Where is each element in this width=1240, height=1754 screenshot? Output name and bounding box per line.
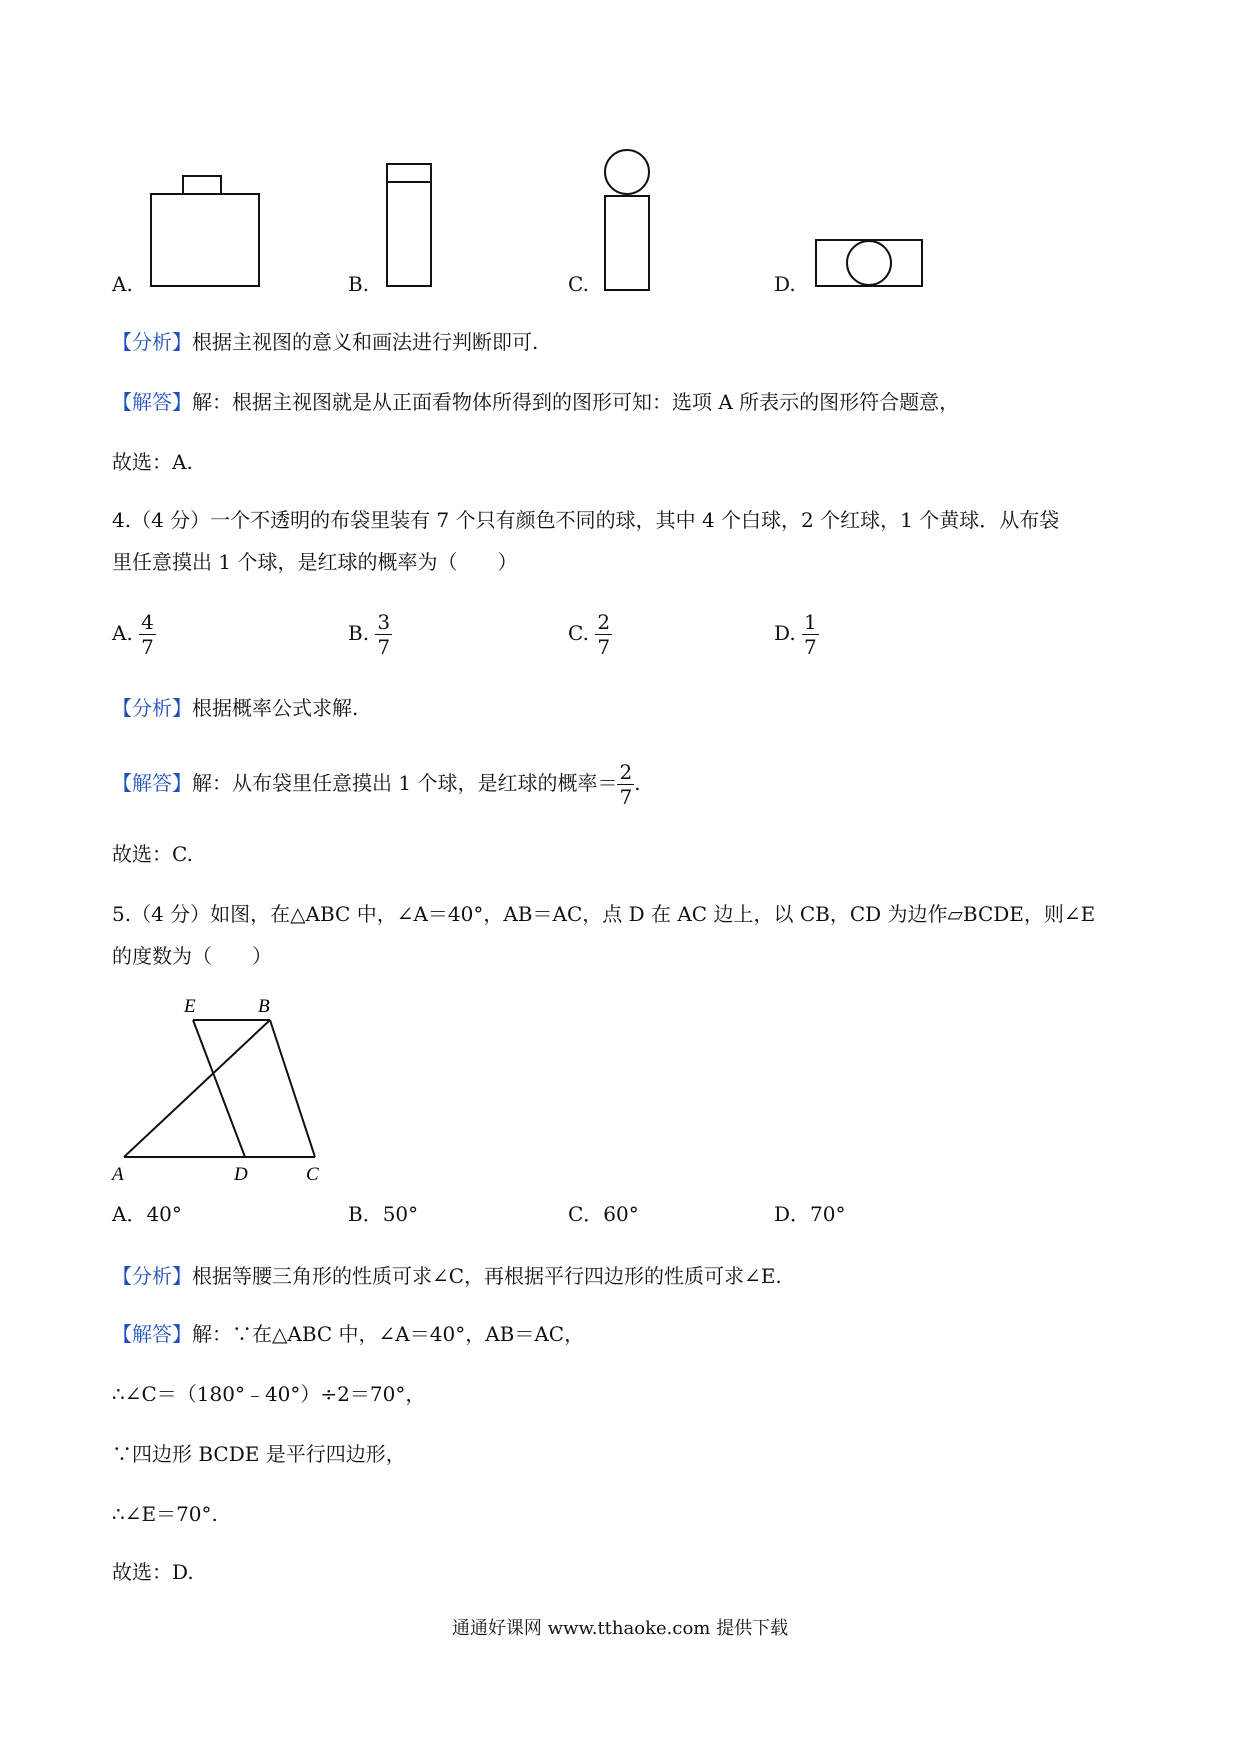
q5-option-a: A．40° <box>112 1202 182 1226</box>
answer-line: ∴∠E＝70°. <box>112 1502 218 1526</box>
label-c: C <box>306 1164 319 1185</box>
label-e: E <box>184 996 196 1017</box>
fraction: $\frac{4}{7}$ <box>141 610 154 659</box>
q4-option-c: C. $\frac{2}{7}$ <box>568 610 611 659</box>
q4-stem-line2: 里任意摸出 1 个球，是红球的概率为（ ） <box>112 550 518 574</box>
analysis-tag: 【分析】 <box>112 1264 192 1288</box>
fraction: $\frac{2}{7}$ <box>597 610 611 659</box>
option-b-label: B. <box>348 272 370 296</box>
answer-tag: 【解答】 <box>112 390 192 414</box>
q5-stem-line1: 5.（4 分）如图，在△ABC 中，∠A＝40°，AB＝AC，点 D 在 AC 边上，以 CB，CD 为边作▱BCDE，则∠E <box>112 902 1096 926</box>
label-b: B <box>258 996 270 1017</box>
fraction: $\frac{2}{7}$ <box>619 760 633 809</box>
label-d: D <box>234 1164 248 1185</box>
analysis-text: 根据等腰三角形的性质可求∠C，再根据平行四边形的性质可求∠E. <box>192 1264 782 1288</box>
answer-tag: 【解答】 <box>112 771 192 795</box>
q4-answer: 【解答】解：从布袋里任意摸出 1 个球，是红球的概率＝ $\frac{2}{7}$ . <box>112 760 641 809</box>
option-c-label: C. <box>568 272 589 296</box>
option-a-figure <box>150 172 270 292</box>
q3-answer <box>112 388 959 416</box>
q5-analysis <box>112 1262 782 1290</box>
answer-text: 解：从布袋里任意摸出 1 个球，是红球的概率＝ <box>192 771 618 795</box>
parallelogram-figure <box>110 994 350 1184</box>
analysis-tag: 【分析】 <box>112 330 192 354</box>
analysis-tag: 【分析】 <box>112 696 192 720</box>
q5-option-c: C．60° <box>568 1202 639 1226</box>
q5-choice: 故选：D. <box>112 1560 194 1584</box>
q4-choice: 故选：C. <box>112 842 193 866</box>
answer-tag: 【解答】 <box>112 1322 192 1346</box>
option-d-label: D. <box>774 272 796 296</box>
analysis-text: 根据主视图的意义和画法进行判断即可. <box>192 330 539 354</box>
q5-option-b: B．50° <box>348 1202 419 1226</box>
answer-line: ∵四边形 BCDE 是平行四边形， <box>112 1442 406 1466</box>
option-b-figure <box>385 162 435 292</box>
q3-analysis <box>112 328 538 356</box>
q3-choice: 故选：A. <box>112 450 193 474</box>
fraction: $\frac{1}{7}$ <box>804 610 817 659</box>
q4-analysis <box>112 694 358 722</box>
option-a-label: A. <box>112 272 133 296</box>
fraction: $\frac{3}{7}$ <box>377 610 391 659</box>
option-c-figure <box>600 148 660 294</box>
q4-option-d: D. $\frac{1}{7}$ <box>774 610 817 659</box>
page-footer: 通通好课网 www.tthaoke.com 提供下载 <box>451 1618 789 1639</box>
option-d-figure <box>814 238 924 294</box>
q5-answer <box>112 1320 584 1348</box>
answer-line: 解：∵在△ABC 中，∠A＝40°，AB＝AC， <box>192 1322 585 1346</box>
label-a: A <box>112 1164 124 1185</box>
q4-option-a: A. $\frac{4}{7}$ <box>112 610 154 659</box>
q5-option-d: D．70° <box>774 1202 846 1226</box>
q5-stem-line2: 的度数为（ ） <box>112 944 272 968</box>
analysis-text: 根据概率公式求解. <box>192 696 359 720</box>
q4-option-b: B. $\frac{3}{7}$ <box>348 610 391 659</box>
answer-text: 解：根据主视图就是从正面看物体所得到的图形可知：选项 A 所表示的图形符合题意， <box>192 390 960 414</box>
q4-stem-line1: 4.（4 分）一个不透明的布袋里装有 7 个只有颜色不同的球，其中 4 个白球，2 个红球，1 个黄球．从布袋 <box>112 508 1060 532</box>
answer-line: ∴∠C＝（180°﹣40°）÷2＝70°， <box>112 1382 426 1406</box>
